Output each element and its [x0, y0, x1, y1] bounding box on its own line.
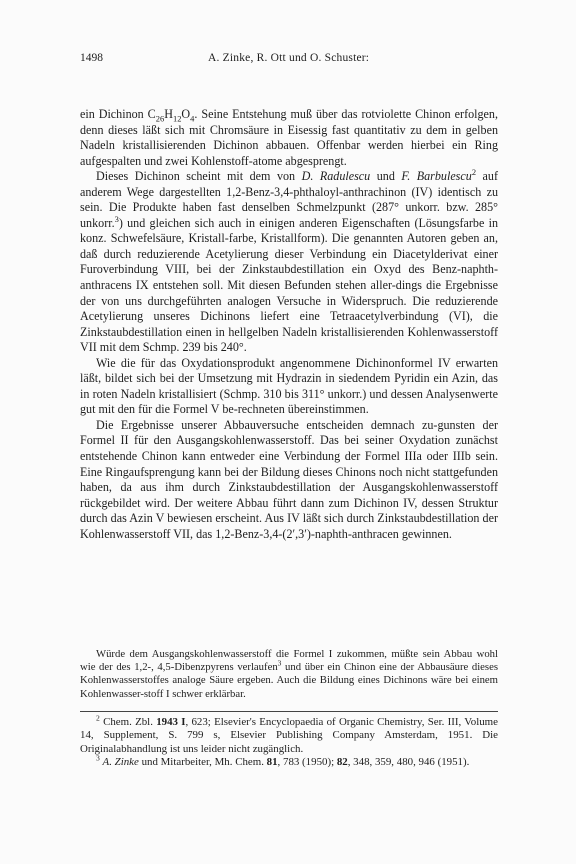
footnote-3-text-c: , 348, 359, 480, 946 (1951). — [347, 755, 470, 768]
footnote-3-volume-81: 81 — [266, 755, 278, 768]
p2-text-d: ) und gleichen sich auch in einigen anderen Eigenschaften (Lösungsfarbe in konz. Schwefelsäure, Kristall-farbe, Kristallform). Die genannten Autoren geben an, daß durch reduzierende Acetylierung dieser Verbindung ein Diacetylderivat einer Furoverbindung VIII, bei der Zinkstaubdestillation ein Oxyd des Benz-naphth-anthracens IX entstehen soll. Mit diesen Befunden stehen aller-dings die Ergebnisse der von uns durchgeführten analogen Versuche in Widerspruch. Die reduzierende Acetylierung unseres Dichinons liefert eine Tetraacetylverbindung (VI), die Zinkstaubdestillation einen in hellgelben Nadeln kristallisierenden Kohlenwasserstoff VII mit dem Schmp. 239 bis 240°. — [80, 215, 498, 355]
author-radulescu: D. Radulescu — [301, 169, 371, 184]
small-print-paragraph — [80, 648, 498, 701]
p1-text-c: O — [181, 107, 191, 121]
p1-text-d: . Seine Entstehung muß über das rotviolette Chinon erfolgen, denn dieses läßt sich mit Chromsäure in Eisessig fast quantitativ zu dem in gelben Nadeln kristallisierenden Dichinon abbauen. Offenbar werden hierbei ein Ring aufgespalten und zwei Kohlenstoff-atome abgesprengt. — [80, 107, 498, 168]
footnote-3 — [80, 753, 498, 769]
footnote-3-text-b: , 783 (1950); — [277, 755, 337, 768]
footnote-2-text-b: , 623; Elsevier's Encyclopaedia of Organic Chemistry, Ser. III, Volume 14, Supplement, S. 799 s, Elsevier Publishing Company Amsterdam, 1951. Die Originalabhandlung ist uns leider nicht zugänglich. — [80, 716, 498, 755]
footnote-2-text-a: Chem. Zbl. — [99, 716, 157, 728]
footnote-2 — [80, 713, 498, 756]
formula-subscript-c: 26 — [155, 113, 165, 124]
p1-text-b: H — [164, 107, 173, 121]
p2-text-c: auf anderem Wege dargestellten 1,2-Benz-3,4-phthaloyl-anthrachinon (IV) identisch zu sein. Die Produkte haben fast denselben Schmelzpunkt (287° unkorr. bzw. 285° unkorr. — [80, 169, 498, 230]
footnote-ref-2: 2 — [471, 167, 477, 178]
footnote-3-author: A. Zinke — [102, 755, 139, 768]
footnote-ref-3b: 3 — [277, 658, 282, 668]
page-number: 1498 — [80, 52, 103, 64]
paragraph-4: Die Ergebnisse unserer Abbauversuche entscheiden demnach zu-gunsten der Formel II für den Ausgangskohlenwasserstoff. Das bei seiner Oxydation zunächst entstehende Chinon kann entweder eine Verbindung der Formel IIIa oder IIIb sein. Eine Ringaufsprengung kann bei der Bildung dieses Chinons noch nicht stattgefunden haben, da aus ihm durch Zinkstaubdestillation der Ausgangskohlenwasserstoff rückgebildet wird. Der weitere Abbau führt dann zum Dichinon IV, dessen Struktur durch das Azin V bewiesen erscheint. Aus IV läßt sich durch Zinkstaubdestillation der Kohlenwasserstoff VII, das 1,2-Benz-3,4-(2′,3′)-naphth-anthracen gewinnen. — [80, 417, 498, 541]
p2-text-b: und — [370, 169, 402, 184]
page-header — [80, 52, 500, 70]
p2-text-a: Dieses Dichinon scheint mit dem von — [96, 169, 302, 184]
main-text — [80, 107, 498, 542]
small-text-a: Würde dem Ausgangskohlenwasserstoff die Formel I zukommen, müßte sein Abbau wohl wie der des 1,2-, 4,5-Dibenzpyrens verlaufen — [80, 648, 498, 674]
small-text-b: und über ein Chinon eine der Abbausäure dieses Kohlenwasserstoffes analoge Säure ergeben. Auch die Bildung eines Dichinons wäre bei einem Kohlenwasser-stoff I schwer erklärbar. — [80, 661, 498, 700]
footnote-2-mark: 2 — [96, 713, 100, 723]
footnote-3-volume-82: 82 — [336, 755, 348, 768]
footnote-2-volume: 1943 I — [156, 716, 186, 728]
small-paragraph-text — [80, 648, 498, 701]
footnote-3-text-a: und Mitarbeiter, Mh. Chem. — [138, 755, 267, 768]
paragraph-3: Wie die für das Oxydationsprodukt angenommene Dichinonformel IV erwarten läßt, bildet sich bei der Umsetzung mit Hydrazin in siedendem Pyridin ein Azin, das in roten Nadeln kristallisiert (Schmp. 310 bis 311° unkorr.) und dessen Analysenwerte gut mit den für die Formel V be-rechneten übereinstimmen. — [80, 355, 498, 417]
formula-subscript-o: 4 — [190, 113, 195, 124]
footnotes — [80, 713, 498, 769]
paragraph-2 — [80, 169, 498, 356]
p1-text-a: ein Dichinon C — [80, 107, 156, 121]
running-title: A. Zinke, R. Ott und O. Schuster: — [208, 52, 370, 64]
author-barbulescu: F. Barbulescu — [401, 169, 472, 184]
footnote-3-mark: 3 — [96, 753, 100, 763]
formula-subscript-h: 12 — [172, 113, 182, 124]
paragraph-1 — [80, 107, 498, 169]
footnote-ref-3: 3 — [114, 213, 119, 224]
footnote-divider — [80, 711, 498, 712]
